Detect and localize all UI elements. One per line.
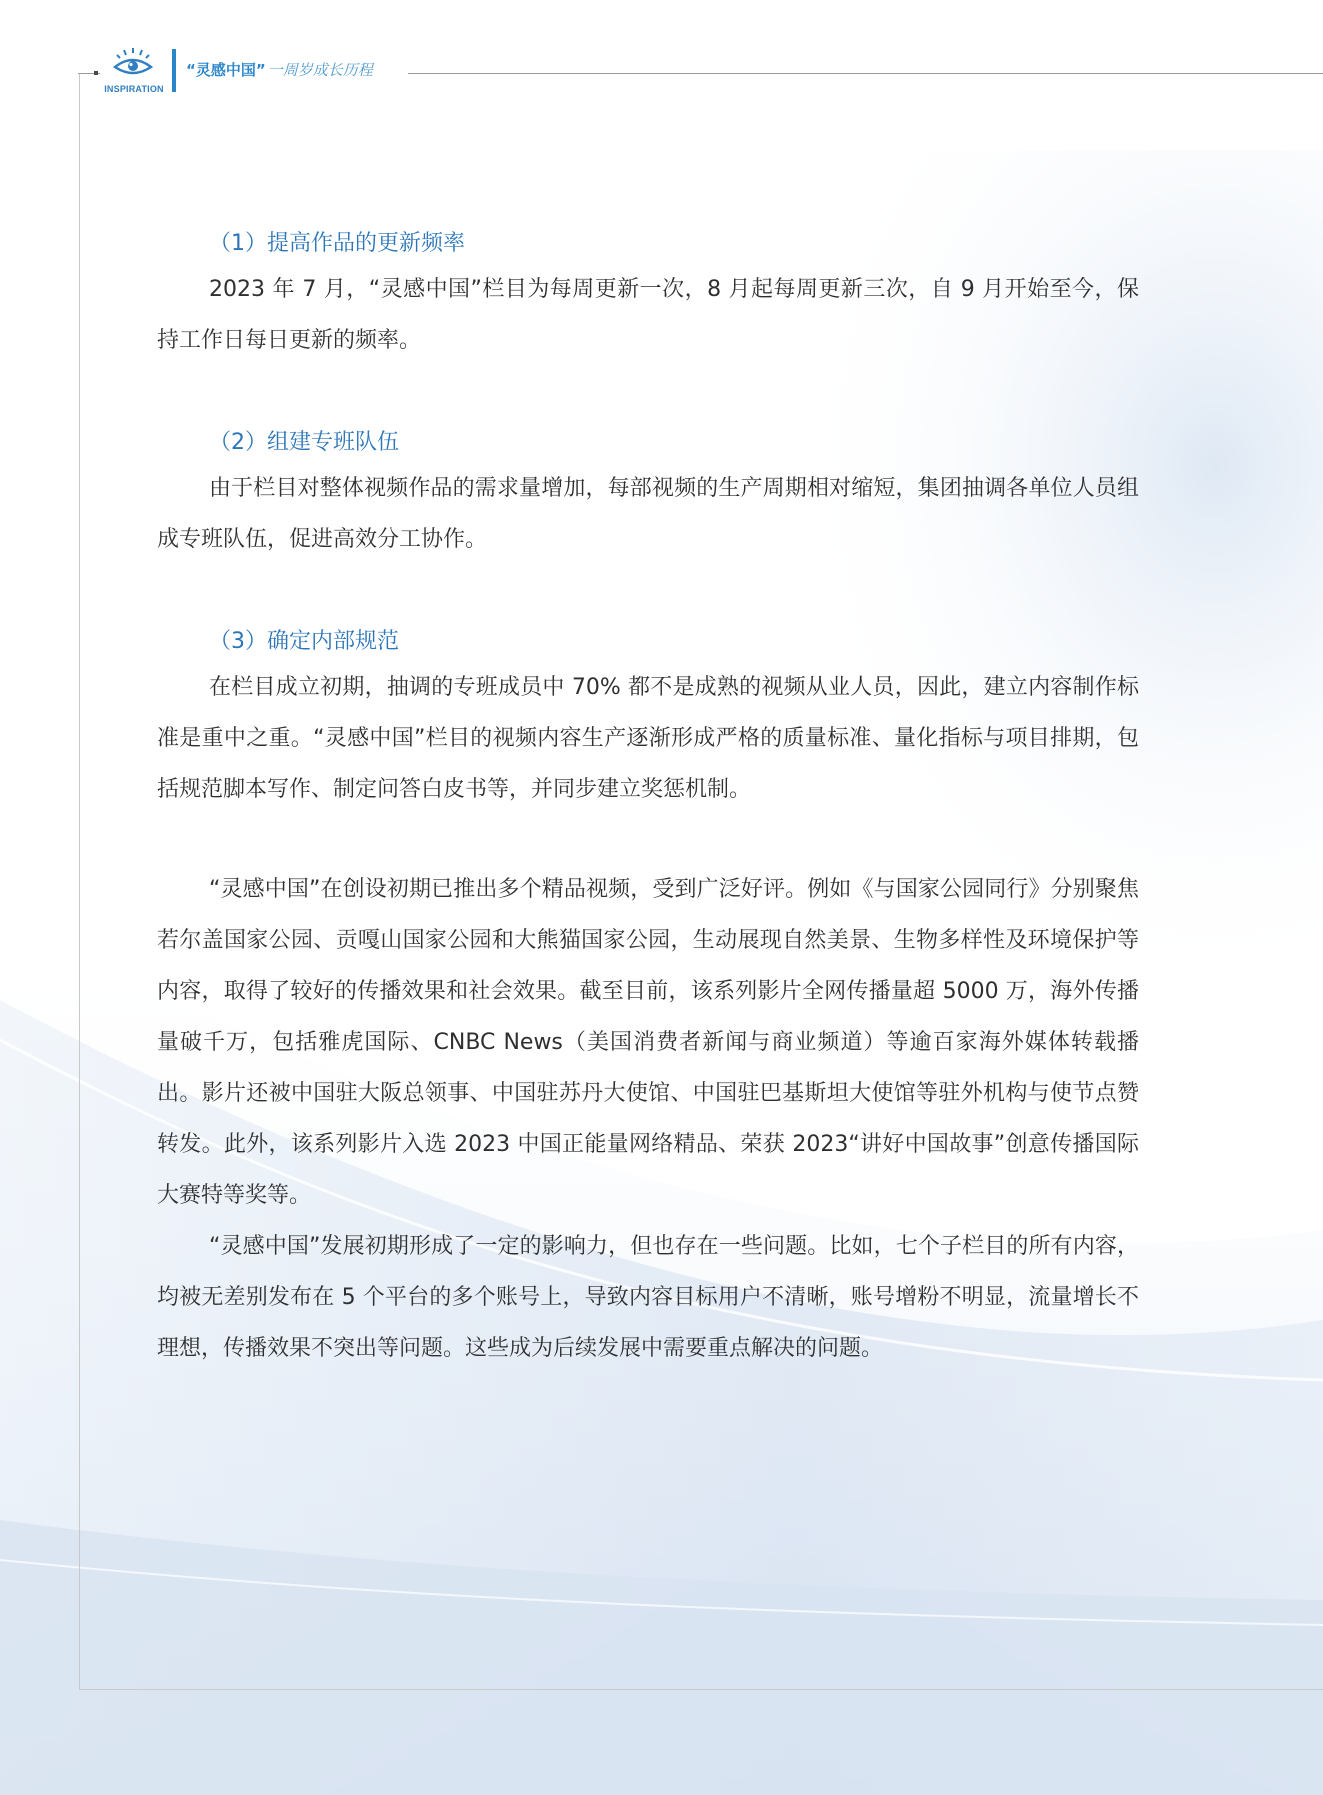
logo-text: INSPIRATION [104, 84, 164, 94]
article-body [157, 224, 1139, 1374]
section-heading: （2）组建专班队伍 [209, 430, 399, 455]
section-paragraph: 2023 年 7 月，“灵感中国”栏目为每周更新一次，8 月起每周更新三次，自 9 月开始至今，保持工作日每日更新的频率。 [157, 277, 1139, 353]
inspiration-logo [100, 46, 168, 98]
page-header [0, 40, 1323, 100]
header-title [186, 60, 373, 80]
header-accent-bar [172, 49, 176, 92]
section-paragraph: 由于栏目对整体视频作品的需求量增加，每部视频的生产周期相对缩短，集团抽调各单位人员组成专班队伍，促进高效分工协作。 [157, 476, 1139, 552]
page-frame-bottom [79, 1689, 1323, 1690]
body-paragraph: “灵感中国”在创设初期已推出多个精品视频，受到广泛好评。例如《与国家公园同行》分别聚焦若尔盖国家公园、贡嘎山国家公园和大熊猫国家公园，生动展现自然美景、生物多样性及环境保护等内容，取得了较好的传播效果和社会效果。截至目前，该系列影片全网传播量超 5000 万，海外传播量破千万，包括雅虎国际、CNBC News（美国消费者新闻与商业频道）等逾百家海外媒体转载播出。影片还被中国驻大阪总领事、中国驻苏丹大使馆、中国驻巴基斯坦大使馆等驻外机构与使节点赞转发。此外，该系列影片入选 2023 中国正能量网络精品、荣获 2023“讲好中国故事”创意传播国际大赛特等奖等。 [157, 877, 1139, 1208]
header-dot [94, 71, 98, 75]
section-paragraph: 在栏目成立初期，抽调的专班成员中 70% 都不是成熟的视频从业人员，因此，建立内容制作标准是重中之重。“灵感中国”栏目的视频内容生产逐渐形成严格的质量标准、量化指标与项目排期，包括规范脚本写作、制定问答白皮书等，并同步建立奖惩机制。 [157, 675, 1139, 802]
page-frame-left [79, 73, 80, 1689]
header-title-main: “灵感中国” [186, 61, 266, 79]
section-heading: （1）提高作品的更新频率 [209, 231, 465, 256]
body-paragraph: “灵感中国”发展初期形成了一定的影响力，但也存在一些问题。比如，七个子栏目的所有内容，均被无差别发布在 5 个平台的多个账号上，导致内容目标用户不清晰，账号增粉不明显，流量增长不理想，传播效果不突出等问题。这些成为后续发展中需要重点解决的问题。 [157, 1234, 1139, 1361]
eye-icon [112, 46, 154, 78]
header-rule [408, 73, 1323, 74]
header-title-sub: 一周岁成长历程 [267, 61, 373, 79]
section-heading: （3）确定内部规范 [209, 629, 399, 654]
